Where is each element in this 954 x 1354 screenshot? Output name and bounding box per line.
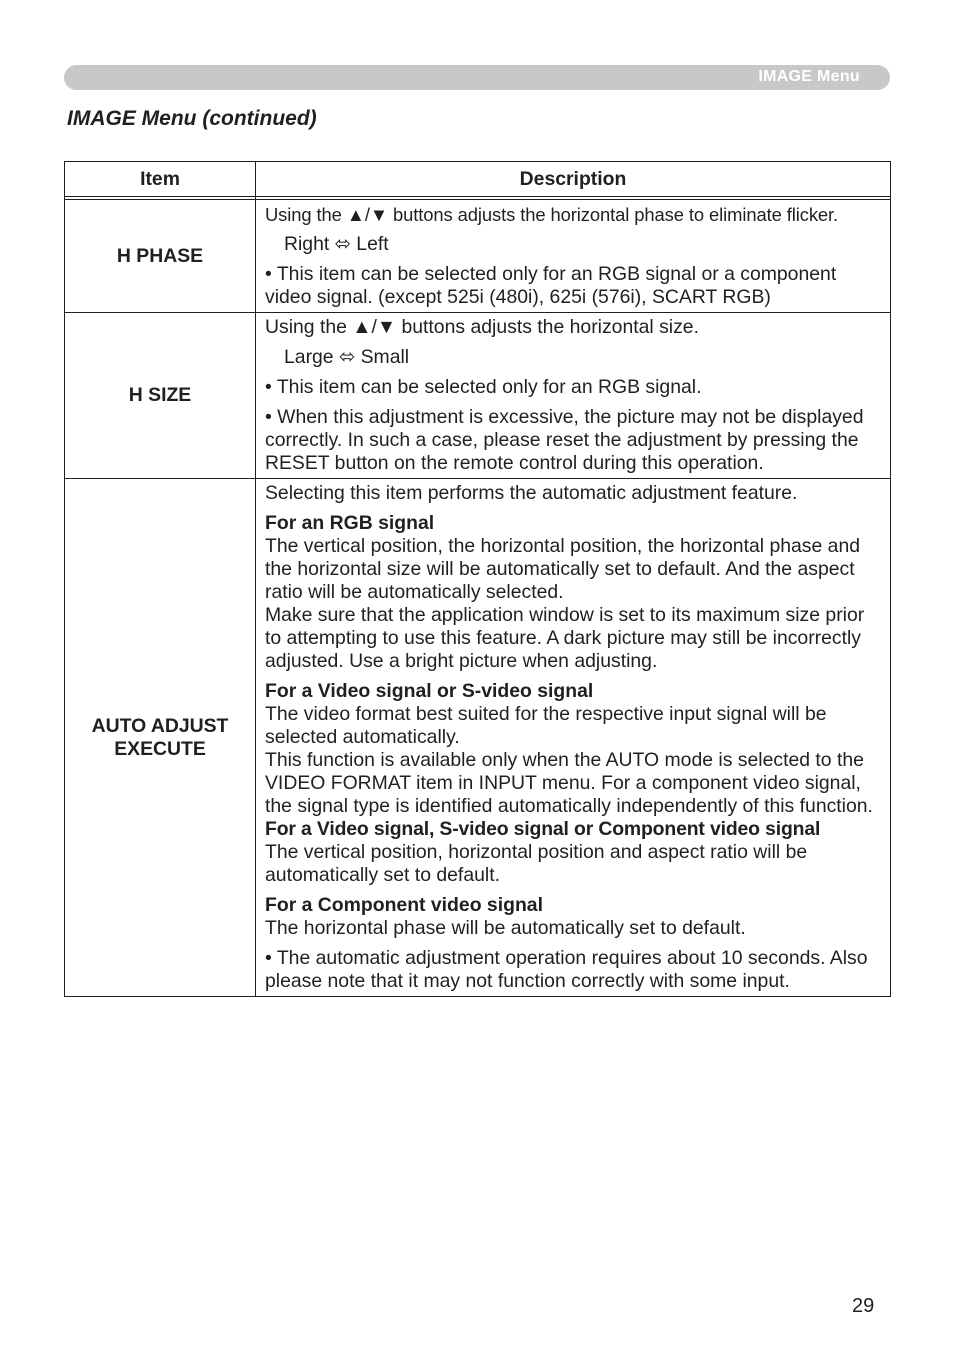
page-number: 29 (852, 1295, 875, 1317)
item-auto-adjust-execute (65, 479, 256, 997)
video-text: This function is available only when the AUTO mode is selected to the VIDEO FORMAT item in INPUT menu. For a component video signal, the signal type is identified automatically independently of this function. (265, 749, 873, 817)
all-video-heading: For a Video signal, S-video signal or Component video signal (265, 818, 821, 840)
column-header-item: Item (65, 162, 256, 197)
rgb-text: The vertical position, the horizontal position, the horizontal phase and the horizontal size will be automatically set to default. And the aspect ratio will be automatically selected. (265, 535, 861, 603)
description-line: Selecting this item performs the automatic adjustment feature. (265, 482, 798, 504)
note-text: • The automatic adjustment operation requires about 10 seconds. Also please note that it may not function correctly with some input. (265, 947, 868, 992)
table-row (65, 479, 891, 997)
video-text: The video format best suited for the respective input signal will be selected automatically. (265, 703, 827, 748)
description-line: Large ⬄ Small (284, 346, 410, 368)
all-video-text: The vertical position, horizontal position and aspect ratio will be automatically set to default. (265, 841, 808, 886)
table-header-row (65, 162, 891, 197)
section-label: IMAGE Menu (758, 68, 860, 85)
description-line: • This item can be selected only for an RGB signal or a component video signal. (except 525i (480i), 625i (576i), SCART RGB) (265, 263, 837, 308)
video-heading: For a Video signal or S-video signal (265, 680, 594, 702)
table-row (65, 313, 891, 479)
description-h-size (256, 313, 891, 479)
rgb-text: Make sure that the application window is set to its maximum size prior to attempting to use this feature. A dark picture may still be incorrectly adjusted. Use a bright picture when adjusting. (265, 604, 865, 672)
item-h-size: H SIZE (65, 313, 256, 479)
item-h-phase: H PHASE (65, 200, 256, 313)
description-line: • When this adjustment is excessive, the picture may not be displayed correctly. In such a case, please reset the adjustment by pressing the RESET button on the remote control during this operation. (265, 406, 864, 474)
component-text: The horizontal phase will be automatically set to default. (265, 917, 746, 939)
rgb-section (265, 512, 882, 673)
description-line: • This item can be selected only for an RGB signal. (265, 376, 702, 398)
table-row (65, 200, 891, 313)
description-h-phase (256, 200, 891, 313)
video-section (265, 680, 882, 887)
description-auto-adjust-execute (256, 479, 891, 997)
rgb-heading: For an RGB signal (265, 512, 435, 534)
description-line: Right ⬄ Left (284, 233, 389, 255)
description-line: Using the ▲/▼ buttons adjusts the horizontal phase to eliminate flicker. (265, 204, 839, 225)
component-section (265, 894, 882, 940)
item-label-line: AUTO ADJUST (91, 714, 229, 737)
column-header-description: Description (256, 162, 891, 197)
image-menu-table (64, 161, 891, 997)
section-header-bar (64, 65, 890, 90)
item-label-line: EXECUTE (114, 737, 206, 760)
page-title: IMAGE Menu (continued) (67, 107, 317, 130)
description-line: Using the ▲/▼ buttons adjusts the horizontal size. (265, 316, 699, 338)
component-heading: For a Component video signal (265, 894, 543, 916)
